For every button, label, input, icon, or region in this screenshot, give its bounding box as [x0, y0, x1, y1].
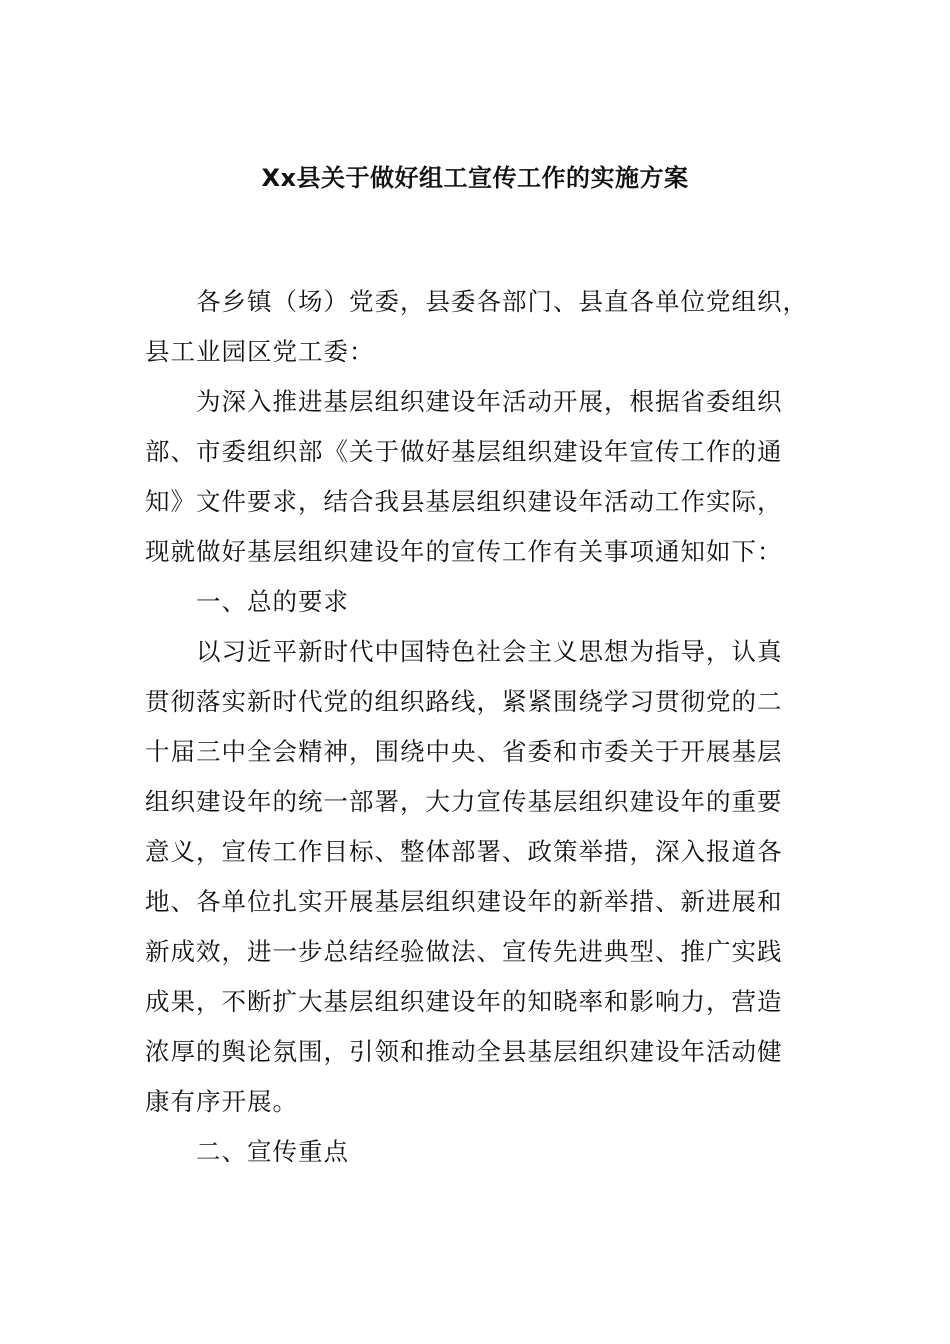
body-line: 各乡镇（场）党委，县委各部门、县直各单位党组织，	[145, 287, 808, 316]
section-heading: 二、宣传重点	[145, 1137, 349, 1166]
body-line: 知》文件要求，结合我县基层组织建设年活动工作实际，	[145, 487, 783, 516]
body-line: 地、各单位扎实开展基层组织建设年的新举措、新进展和	[145, 887, 783, 916]
body-line: 现就做好基层组织建设年的宣传工作有关事项通知如下：	[145, 537, 783, 566]
section-heading: 一、总的要求	[145, 587, 349, 616]
body-line: 以习近平新时代中国特色社会主义思想为指导，认真	[145, 637, 783, 666]
body-line: 十届三中全会精神，围绕中央、省委和市委关于开展基层	[145, 737, 783, 766]
body-line: 意义，宣传工作目标、整体部署、政策举措，深入报道各	[145, 837, 783, 866]
body-line: 组织建设年的统一部署，大力宣传基层组织建设年的重要	[145, 787, 783, 816]
body-line: 成果，不断扩大基层组织建设年的知晓率和影响力，营造	[145, 987, 783, 1016]
body-line: 康有序开展。	[145, 1087, 298, 1116]
document-title: Xx县关于做好组工宣传工作的实施方案	[261, 164, 689, 192]
body-line: 县工业园区党工委：	[145, 337, 375, 366]
body-line: 贯彻落实新时代党的组织路线，紧紧围绕学习贯彻党的二	[145, 687, 783, 716]
body-line: 新成效，进一步总结经验做法、宣传先进典型、推广实践	[145, 937, 783, 966]
body-line: 为深入推进基层组织建设年活动开展，根据省委组织	[145, 387, 783, 416]
body-line: 部、市委组织部《关于做好基层组织建设年宣传工作的通	[145, 437, 783, 466]
body-line: 浓厚的舆论氛围，引领和推动全县基层组织建设年活动健	[145, 1037, 783, 1066]
